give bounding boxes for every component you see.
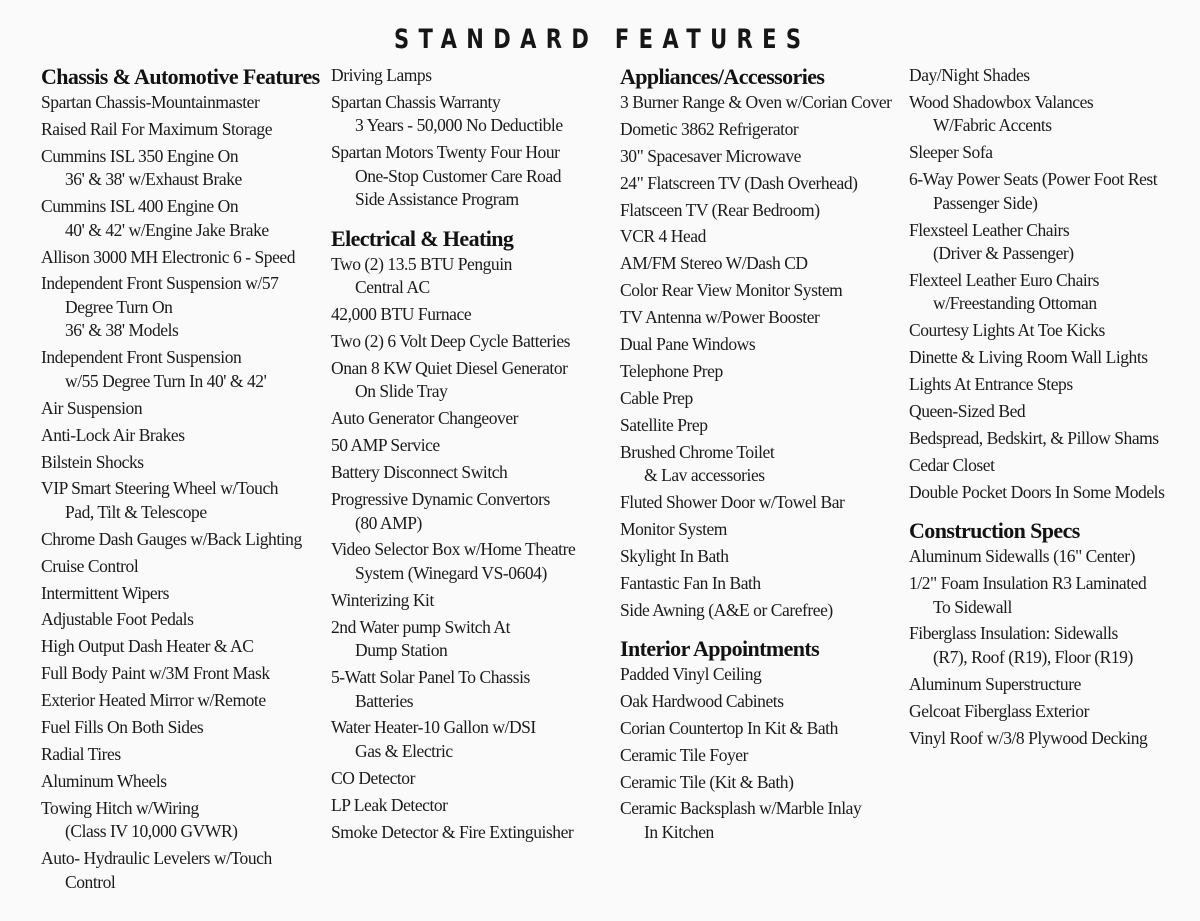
feature-item xyxy=(620,771,905,795)
feature-item xyxy=(41,145,326,192)
feature-item xyxy=(331,434,616,458)
feature-item xyxy=(41,797,326,844)
feature-item xyxy=(620,690,905,714)
feature-item xyxy=(909,168,1199,215)
feature-text-continued: Pad, Tilt & Telescope xyxy=(65,501,207,522)
feature-text-continued: (Driver & Passenger) xyxy=(933,243,1074,264)
feature-text: Padded Vinyl Ceiling xyxy=(620,664,762,685)
feature-text: Monitor System xyxy=(620,518,727,539)
feature-item xyxy=(620,518,905,542)
feature-item xyxy=(41,582,326,606)
feature-text: Fantastic Fan In Bath xyxy=(620,572,761,593)
feature-item xyxy=(331,91,616,138)
feature-item xyxy=(909,673,1199,697)
feature-text: 2nd Water pump Switch At xyxy=(331,616,510,637)
feature-text: Cummins ISL 400 Engine On xyxy=(41,196,239,217)
feature-item xyxy=(620,306,905,330)
feature-column-3 xyxy=(620,64,905,858)
feature-text: Driving Lamps xyxy=(331,65,432,85)
feature-text: Allison 3000 MH Electronic 6 - Speed xyxy=(41,246,296,267)
feature-text: Aluminum Superstructure xyxy=(909,673,1081,694)
feature-item xyxy=(620,91,905,115)
feature-text: Chrome Dash Gauges w/Back Lighting xyxy=(41,528,302,549)
feature-text: Progressive Dynamic Convertors xyxy=(331,489,550,510)
feature-text: Cruise Control xyxy=(41,555,139,576)
feature-text-continued: On Slide Tray xyxy=(355,381,448,402)
feature-list xyxy=(331,64,616,212)
feature-text: Double Pocket Doors In Some Models xyxy=(909,481,1165,502)
feature-text: Auto- Hydraulic Levelers w/Touch xyxy=(41,848,272,869)
feature-item xyxy=(41,662,326,686)
feature-column-2 xyxy=(331,64,616,858)
feature-text-continued: Gas & Electric xyxy=(355,740,453,761)
feature-text: Auto Generator Changeover xyxy=(331,408,519,429)
section-title: Electrical & Heating xyxy=(331,225,514,251)
feature-text-continued: Control xyxy=(65,871,116,892)
feature-text: Flexsteel Leather Chairs xyxy=(909,219,1070,240)
feature-item xyxy=(331,330,616,354)
feature-item xyxy=(620,145,905,169)
feature-item xyxy=(909,269,1199,316)
feature-text-continued: (80 AMP) xyxy=(355,512,422,533)
feature-item xyxy=(909,545,1199,569)
feature-text-continued: Degree Turn On xyxy=(65,296,173,317)
feature-text: VIP Smart Steering Wheel w/Touch xyxy=(41,478,279,499)
feature-text: Full Body Paint w/3M Front Mask xyxy=(41,663,270,684)
feature-item xyxy=(909,481,1199,505)
feature-text: Bedspread, Bedskirt, & Pillow Shams xyxy=(909,427,1159,448)
feature-item xyxy=(620,599,905,623)
page-title: STANDARD FEATURES xyxy=(393,24,811,55)
feature-item xyxy=(41,424,326,448)
feature-text: Two (2) 13.5 BTU Penguin xyxy=(331,253,512,274)
feature-text: Air Suspension xyxy=(41,397,143,418)
section-continued-col-2 xyxy=(331,64,616,212)
feature-item xyxy=(620,491,905,515)
feature-item xyxy=(620,360,905,384)
feature-text-continued: 36' & 38' w/Exhaust Brake xyxy=(65,169,242,190)
feature-text-continued: (Class IV 10,000 GVWR) xyxy=(65,821,238,842)
feature-text: Color Rear View Monitor System xyxy=(620,280,843,301)
feature-text: 6-Way Power Seats (Power Foot Rest xyxy=(909,169,1158,190)
feature-text: Aluminum Sidewalls (16" Center) xyxy=(909,546,1136,567)
feature-text-continued: w/55 Degree Turn In 40' & 42' xyxy=(65,370,267,391)
feature-column-4 xyxy=(909,64,1199,764)
section-title: Appliances/Accessories xyxy=(620,64,825,89)
feature-item xyxy=(620,118,905,142)
feature-column-1 xyxy=(41,64,326,908)
feature-item xyxy=(331,407,616,431)
feature-item xyxy=(620,333,905,357)
feature-text-continued: To Sidewall xyxy=(933,596,1012,617)
feature-item xyxy=(41,528,326,552)
feature-item xyxy=(41,451,326,475)
feature-item xyxy=(620,663,905,687)
feature-item xyxy=(41,608,326,632)
feature-text: Dual Pane Windows xyxy=(620,334,756,355)
feature-text: 50 AMP Service xyxy=(331,435,440,456)
feature-item xyxy=(620,797,905,844)
feature-item xyxy=(909,373,1199,397)
feature-text: 42,000 BTU Furnace xyxy=(331,304,472,325)
feature-item xyxy=(909,400,1199,424)
feature-text: 24" Flatscreen TV (Dash Overhead) xyxy=(620,172,858,193)
feature-text: 3 Burner Range & Oven w/Corian Cover xyxy=(620,92,892,112)
feature-item xyxy=(41,555,326,579)
feature-item xyxy=(41,346,326,393)
feature-text-continued: Central AC xyxy=(355,277,430,298)
feature-text: Skylight In Bath xyxy=(620,545,729,566)
feature-text: Spartan Chassis-Mountainmaster xyxy=(41,92,260,112)
feature-text-continued: (R7), Roof (R19), Floor (R19) xyxy=(933,646,1133,667)
feature-text: Adjustable Foot Pedals xyxy=(41,609,194,630)
section-construction-specs xyxy=(909,518,1199,750)
feature-item xyxy=(909,427,1199,451)
feature-item xyxy=(620,744,905,768)
feature-item xyxy=(909,91,1199,138)
feature-text: Spartan Motors Twenty Four Hour xyxy=(331,142,560,163)
feature-item xyxy=(620,545,905,569)
feature-text: Intermittent Wipers xyxy=(41,582,169,603)
feature-item xyxy=(909,454,1199,478)
feature-item xyxy=(620,279,905,303)
feature-item xyxy=(41,246,326,270)
feature-list xyxy=(41,91,326,894)
feature-list xyxy=(909,545,1199,750)
feature-text: Oak Hardwood Cabinets xyxy=(620,690,784,711)
feature-text-continued: 36' & 38' Models xyxy=(65,320,179,341)
section-title: Interior Appointments xyxy=(620,636,820,662)
feature-item xyxy=(41,743,326,767)
feature-item xyxy=(909,64,1199,88)
feature-list xyxy=(909,64,1199,504)
feature-item xyxy=(41,272,326,343)
feature-item xyxy=(331,303,616,327)
feature-item xyxy=(331,538,616,585)
feature-item xyxy=(41,118,326,142)
feature-item xyxy=(620,199,905,223)
feature-item xyxy=(331,794,616,818)
feature-item xyxy=(909,572,1199,619)
feature-item xyxy=(909,219,1199,266)
feature-item xyxy=(331,488,616,535)
feature-item xyxy=(331,141,616,212)
feature-text-continued: W/Fabric Accents xyxy=(933,115,1052,136)
feature-text: 1/2" Foam Insulation R3 Laminated xyxy=(909,573,1147,594)
feature-text: Telephone Prep xyxy=(620,360,723,381)
feature-text: Cable Prep xyxy=(620,387,693,408)
feature-item xyxy=(331,253,616,300)
feature-text: Aluminum Wheels xyxy=(41,770,167,791)
feature-text-continued: One-Stop Customer Care Road xyxy=(355,165,562,186)
feature-text: Video Selector Box w/Home Theatre xyxy=(331,539,576,560)
feature-item xyxy=(620,441,905,488)
feature-item xyxy=(41,195,326,242)
feature-item xyxy=(331,716,616,763)
feature-item xyxy=(41,477,326,524)
feature-text: VCR 4 Head xyxy=(620,226,706,247)
feature-text: Fluted Shower Door w/Towel Bar xyxy=(620,491,845,512)
section-appliances-accessories xyxy=(620,64,905,622)
feature-list xyxy=(331,253,616,844)
feature-item xyxy=(331,461,616,485)
feature-text: Cedar Closet xyxy=(909,454,995,475)
feature-text-continued: 3 Years - 50,000 No Deductible xyxy=(355,115,563,136)
feature-text: Exterior Heated Mirror w/Remote xyxy=(41,690,266,711)
feature-text: Winterizing Kit xyxy=(331,589,434,610)
section-interior-appointments xyxy=(620,636,905,844)
feature-text: Vinyl Roof w/3/8 Plywood Decking xyxy=(909,727,1148,748)
feature-text-continued: Dump Station xyxy=(355,640,448,661)
feature-item xyxy=(331,666,616,713)
feature-text-continued: & Lav accessories xyxy=(644,465,765,486)
feature-text: Radial Tires xyxy=(41,743,121,764)
feature-text: Corian Countertop In Kit & Bath xyxy=(620,717,838,738)
feature-text: Day/Night Shades xyxy=(909,65,1030,85)
feature-list xyxy=(620,91,905,622)
feature-item xyxy=(620,414,905,438)
feature-item xyxy=(909,346,1199,370)
feature-text: Side Awning (A&E or Carefree) xyxy=(620,599,833,620)
feature-text: 5-Watt Solar Panel To Chassis xyxy=(331,667,530,688)
feature-item xyxy=(909,141,1199,165)
feature-text: Independent Front Suspension xyxy=(41,347,242,368)
feature-item xyxy=(620,387,905,411)
feature-item xyxy=(620,252,905,276)
feature-text: Anti-Lock Air Brakes xyxy=(41,424,185,445)
feature-item xyxy=(909,727,1199,751)
feature-text: Dometic 3862 Refrigerator xyxy=(620,118,799,139)
feature-text: Wood Shadowbox Valances xyxy=(909,91,1094,112)
feature-text-continued: In Kitchen xyxy=(644,821,714,842)
feature-item xyxy=(620,172,905,196)
feature-item xyxy=(909,319,1199,343)
feature-item xyxy=(41,716,326,740)
feature-text: Fuel Fills On Both Sides xyxy=(41,717,204,738)
feature-text: Cummins ISL 350 Engine On xyxy=(41,145,239,166)
feature-item xyxy=(41,847,326,894)
feature-text: Queen-Sized Bed xyxy=(909,401,1026,422)
feature-text: Ceramic Tile (Kit & Bath) xyxy=(620,771,794,792)
feature-text-continued: Side Assistance Program xyxy=(355,189,519,210)
feature-item xyxy=(909,622,1199,669)
feature-text-continued: System (Winegard VS-0604) xyxy=(355,562,547,583)
feature-text: TV Antenna w/Power Booster xyxy=(620,307,820,328)
feature-list xyxy=(620,663,905,844)
feature-text: Ceramic Tile Foyer xyxy=(620,744,749,765)
section-electrical-heating xyxy=(331,226,616,844)
feature-item xyxy=(331,589,616,613)
feature-item xyxy=(620,572,905,596)
feature-text: Onan 8 KW Quiet Diesel Generator xyxy=(331,357,568,378)
feature-text: AM/FM Stereo W/Dash CD xyxy=(620,253,808,274)
feature-item xyxy=(41,635,326,659)
feature-text: Lights At Entrance Steps xyxy=(909,374,1073,395)
feature-text: Spartan Chassis Warranty xyxy=(331,91,501,112)
feature-text: Sleeper Sofa xyxy=(909,142,993,163)
feature-text: CO Detector xyxy=(331,767,415,788)
feature-text: LP Leak Detector xyxy=(331,794,448,815)
feature-text: High Output Dash Heater & AC xyxy=(41,636,254,657)
feature-item xyxy=(331,616,616,663)
feature-text: Bilstein Shocks xyxy=(41,451,144,472)
feature-text: Flatsceen TV (Rear Bedroom) xyxy=(620,199,820,220)
feature-item xyxy=(331,767,616,791)
feature-text: Gelcoat Fiberglass Exterior xyxy=(909,700,1089,721)
feature-item xyxy=(41,770,326,794)
feature-text: Two (2) 6 Volt Deep Cycle Batteries xyxy=(331,331,570,352)
feature-text-continued: Passenger Side) xyxy=(933,192,1038,213)
feature-text: Brushed Chrome Toilet xyxy=(620,441,775,462)
feature-item xyxy=(41,91,326,115)
feature-text: 30" Spacesaver Microwave xyxy=(620,145,801,166)
feature-text: Smoke Detector & Fire Extinguisher xyxy=(331,821,574,842)
feature-item xyxy=(909,700,1199,724)
feature-text: Raised Rail For Maximum Storage xyxy=(41,118,273,139)
feature-text: Ceramic Backsplash w/Marble Inlay xyxy=(620,798,862,819)
feature-text: Courtesy Lights At Toe Kicks xyxy=(909,320,1105,341)
feature-text: Water Heater-10 Gallon w/DSI xyxy=(331,717,536,738)
feature-text: Independent Front Suspension w/57 xyxy=(41,273,279,294)
feature-item xyxy=(331,64,616,88)
feature-item xyxy=(331,357,616,404)
section-chassis-automotive-features xyxy=(41,64,326,894)
feature-text-continued: 40' & 42' w/Engine Jake Brake xyxy=(65,219,269,240)
feature-text: Satellite Prep xyxy=(620,414,708,435)
feature-text-continued: Batteries xyxy=(355,690,414,711)
feature-item xyxy=(620,717,905,741)
feature-item xyxy=(620,225,905,249)
section-continued-col-4 xyxy=(909,64,1199,504)
feature-text-continued: w/Freestanding Ottoman xyxy=(933,293,1097,314)
section-title: Chassis & Automotive Features xyxy=(41,64,320,89)
feature-item xyxy=(41,689,326,713)
feature-text: Battery Disconnect Switch xyxy=(331,462,508,483)
feature-text: Towing Hitch w/Wiring xyxy=(41,797,199,818)
feature-item xyxy=(331,821,616,845)
feature-text: Fiberglass Insulation: Sidewalls xyxy=(909,623,1118,644)
section-title: Construction Specs xyxy=(909,518,1080,544)
feature-item xyxy=(41,397,326,421)
feature-text: Flexteel Leather Euro Chairs xyxy=(909,269,1100,290)
feature-text: Dinette & Living Room Wall Lights xyxy=(909,347,1148,368)
